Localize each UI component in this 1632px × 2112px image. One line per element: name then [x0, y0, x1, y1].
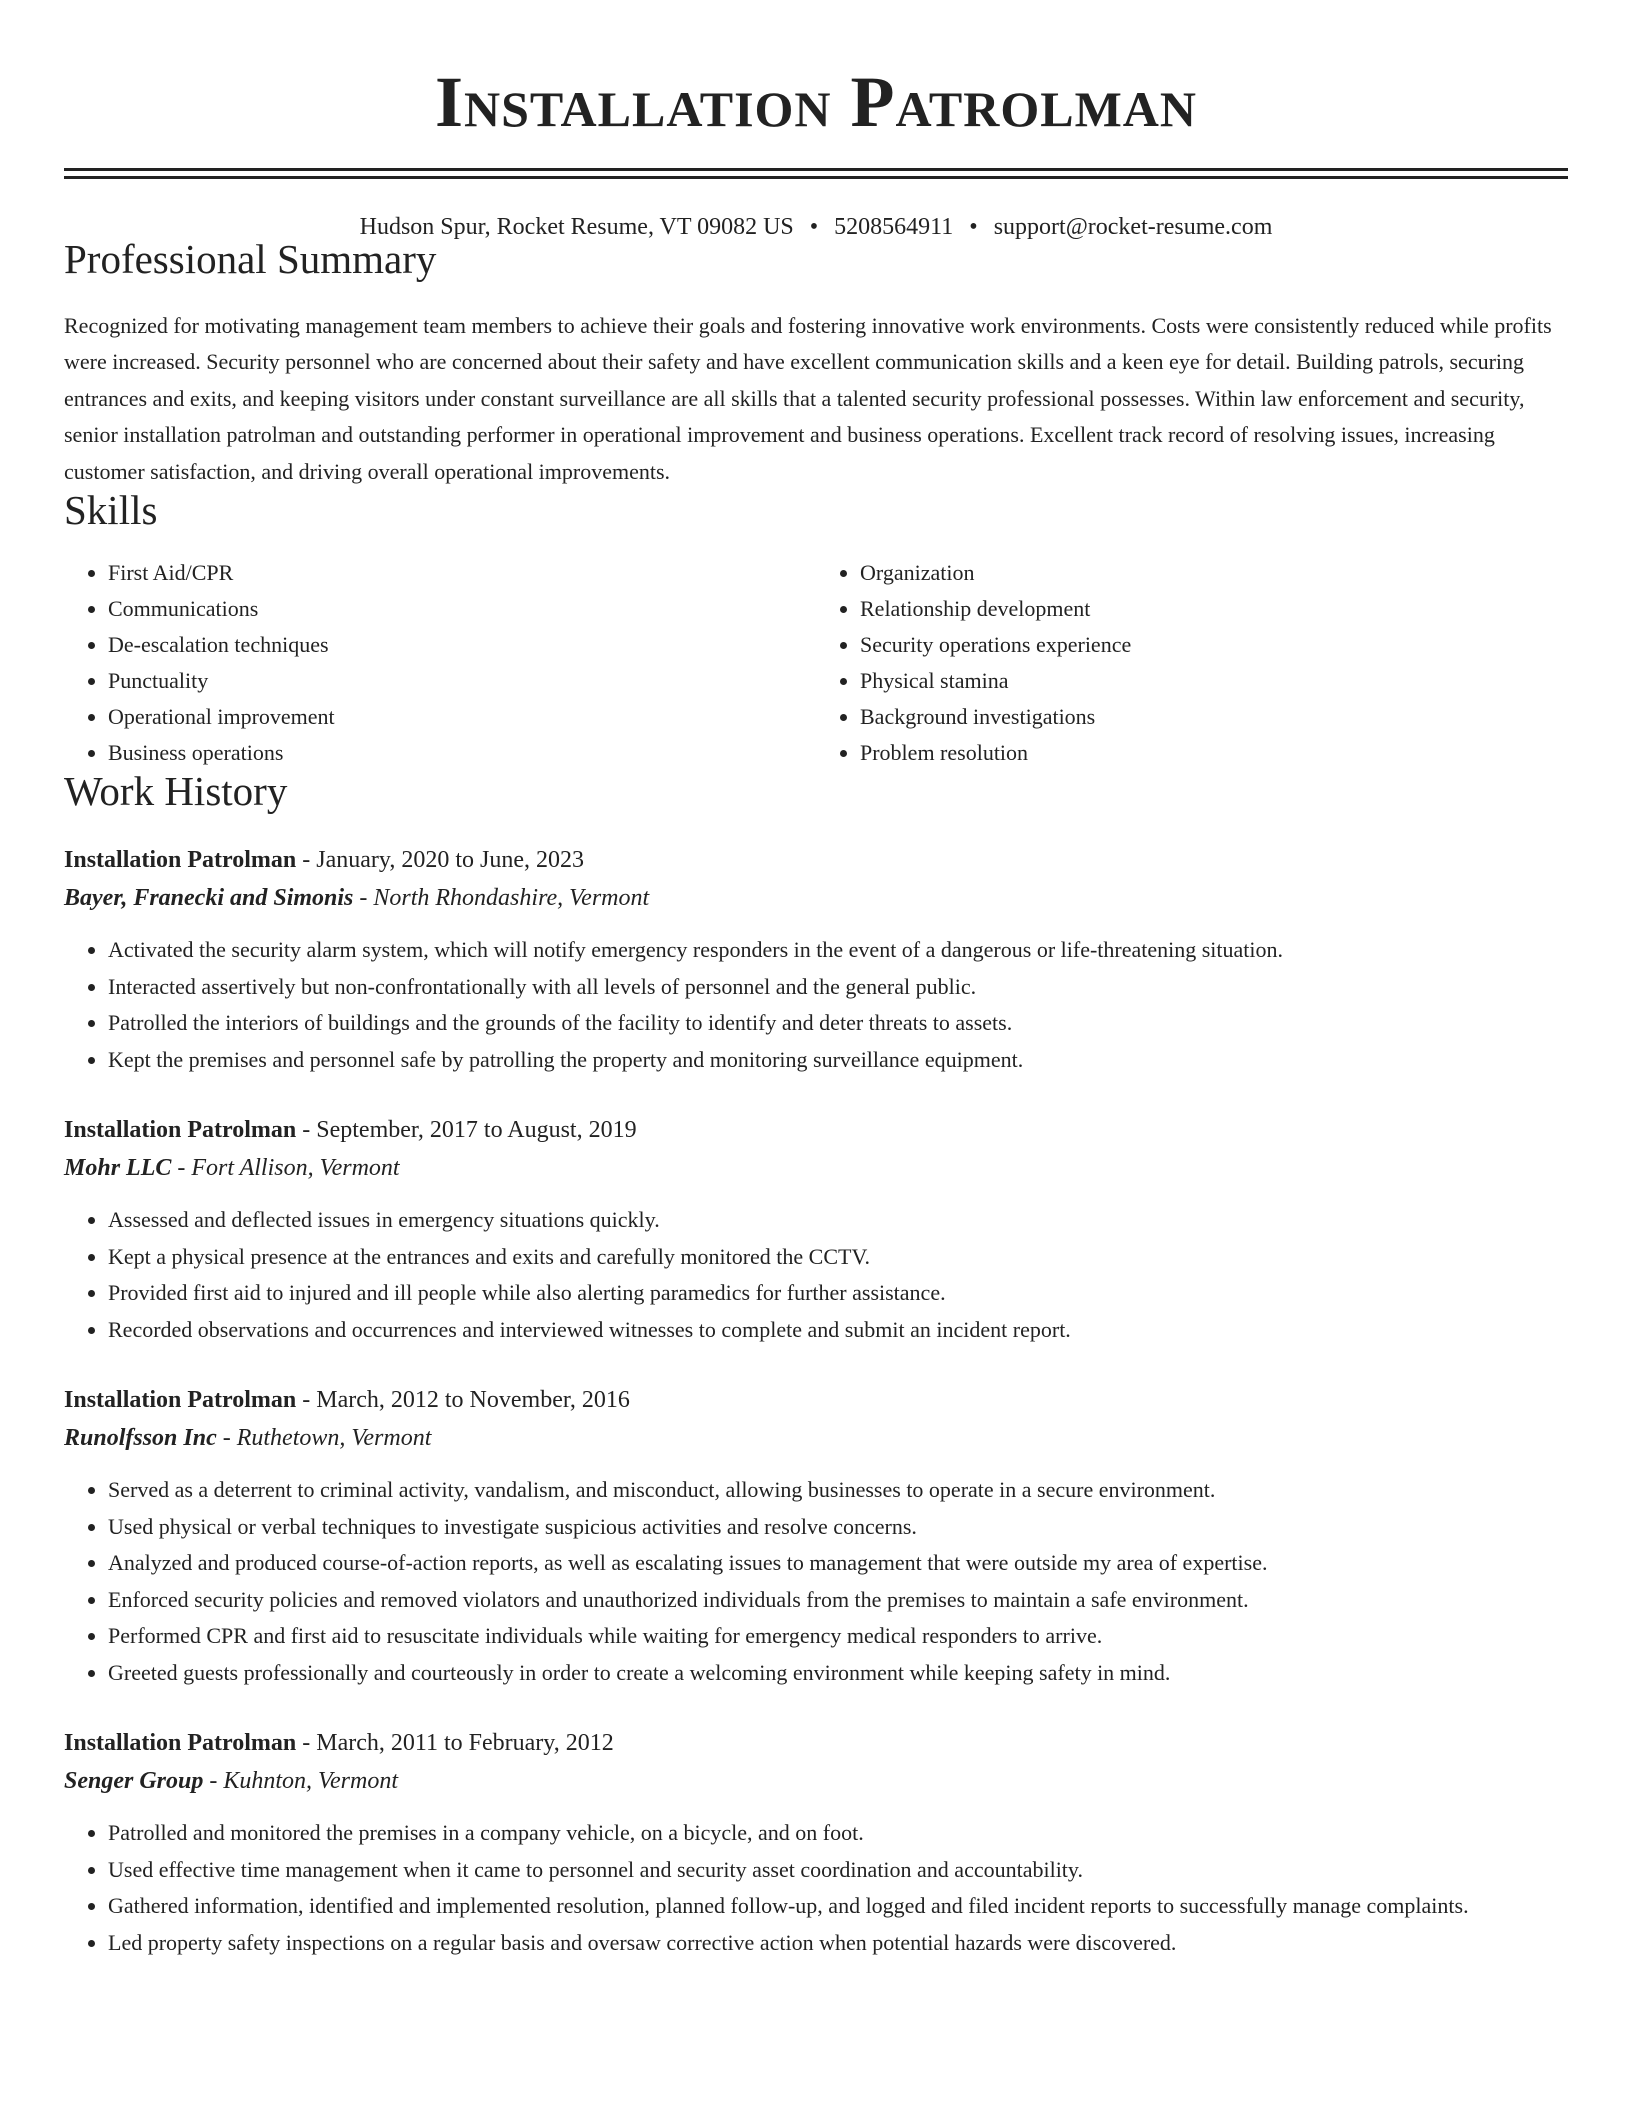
skills-columns [64, 555, 1568, 771]
job-entry [64, 1118, 1568, 1348]
job-employer [64, 1769, 1568, 1793]
job-entry [64, 1388, 1568, 1691]
job-bullets [64, 1815, 1568, 1961]
skills-heading: Skills [64, 487, 158, 534]
skills-list-right [816, 555, 1568, 771]
job-dates: - March, 2012 to November, 2016 [296, 1387, 630, 1414]
job-bullet: • Performed CPR and first aid to resuscitate individuals while waiting for emergency medical responders to arrive. [108, 1618, 1568, 1655]
company-name: Bayer, Franecki and Simonis [64, 885, 354, 912]
skill-item: • Organization [860, 555, 1568, 591]
job-location: - Fort Allison, Vermont [171, 1155, 400, 1182]
skill-item: • Physical stamina [860, 663, 1568, 699]
job-title: Installation Patrolman [64, 1117, 297, 1144]
contact-address: Hudson Spur, Rocket Resume, VT 09082 US [359, 214, 794, 240]
job-bullet: • Patrolled and monitored the premises in a company vehicle, on a bicycle, and on foot. [108, 1815, 1568, 1852]
job-bullet: • Patrolled the interiors of buildings and the grounds of the facility to identify and deter threats to assets. [108, 1005, 1568, 1042]
skill-item: • First Aid/CPR [108, 555, 816, 591]
job-bullet: • Activated the security alarm system, which will notify emergency responders in the event of a dangerous or life-threatening situation. [108, 932, 1568, 969]
job-entry [64, 848, 1568, 1078]
job-employer [64, 1156, 1568, 1180]
job-bullet: • Used effective time management when it came to personnel and security asset coordination and accountability. [108, 1852, 1568, 1889]
job-dates: - March, 2011 to February, 2012 [296, 1730, 614, 1757]
job-header [64, 848, 1568, 872]
skill-item: • Security operations experience [860, 627, 1568, 663]
skills-list-left [64, 555, 816, 771]
job-title: Installation Patrolman [64, 1730, 297, 1757]
skill-item: • Relationship development [860, 591, 1568, 627]
job-employer [64, 1426, 1568, 1450]
resume-name: Installation Patrolman [434, 62, 1198, 142]
job-bullets [64, 1472, 1568, 1691]
job-location: - North Rhondashire, Vermont [353, 885, 650, 912]
work-history-heading: Work History [64, 768, 288, 815]
job-bullets [64, 1202, 1568, 1348]
company-name: Mohr LLC [64, 1155, 172, 1182]
job-bullet: • Recorded observations and occurrences and interviewed witnesses to complete and submit an incident report. [108, 1312, 1568, 1349]
job-bullet: • Used physical or verbal techniques to investigate suspicious activities and resolve concerns. [108, 1509, 1568, 1546]
job-dates: - September, 2017 to August, 2019 [296, 1117, 637, 1144]
job-bullet: • Analyzed and produced course-of-action reports, as well as escalating issues to management that were outside my area of expertise. [108, 1545, 1568, 1582]
job-location: - Ruthetown, Vermont [216, 1425, 432, 1452]
job-header [64, 1731, 1568, 1755]
job-bullet: • Gathered information, identified and implemented resolution, planned follow-up, and logged and filed incident reports to successfully manage complaints. [108, 1888, 1568, 1925]
job-location: - Kuhnton, Vermont [203, 1768, 399, 1795]
job-bullet: • Led property safety inspections on a regular basis and oversaw corrective action when potential hazards were discovered. [108, 1925, 1568, 1962]
job-bullet: • Interacted assertively but non-confrontationally with all levels of personnel and the general public. [108, 969, 1568, 1006]
job-bullet: • Assessed and deflected issues in emergency situations quickly. [108, 1202, 1568, 1239]
job-bullet: • Enforced security policies and removed violators and unauthorized individuals from the premises to maintain a safe environment. [108, 1582, 1568, 1619]
skill-item: • Punctuality [108, 663, 816, 699]
skill-item: • Background investigations [860, 699, 1568, 735]
job-bullet: • Provided first aid to injured and ill people while also alerting paramedics for further assistance. [108, 1275, 1568, 1312]
skill-item: • Problem resolution [860, 735, 1568, 771]
skill-item: • Operational improvement [108, 699, 816, 735]
job-bullets [64, 932, 1568, 1078]
job-header [64, 1388, 1568, 1412]
contact-separator: • [969, 214, 978, 240]
job-header [64, 1118, 1568, 1142]
skill-item: • De-escalation techniques [108, 627, 816, 663]
job-dates: - January, 2020 to June, 2023 [296, 847, 584, 874]
header-divider-bottom [64, 176, 1568, 179]
header-divider-top [64, 168, 1568, 171]
job-bullet: • Served as a deterrent to criminal activity, vandalism, and misconduct, allowing businesses to operate in a secure environment. [108, 1472, 1568, 1509]
contact-email[interactable]: support@rocket-resume.com [993, 214, 1273, 240]
job-title: Installation Patrolman [64, 847, 297, 874]
job-bullet: • Kept the premises and personnel safe by patrolling the property and monitoring surveillance equipment. [108, 1042, 1568, 1079]
job-employer [64, 886, 1568, 910]
job-bullet: • Greeted guests professionally and courteously in order to create a welcoming environment while keeping safety in mind. [108, 1655, 1568, 1692]
company-name: Senger Group [64, 1768, 204, 1795]
summary-heading: Professional Summary [64, 236, 437, 282]
summary-text: Recognized for motivating management team members to achieve their goals and fostering innovative work environments. Costs were consistently reduced while profits were increased. Security personnel who are concerned about their safety and have excellent communication skills and a keen eye for detail. Building patrols, securing entrances and exits, and keeping visitors under constant surveillance are all skills that a talented security professional possesses. Within law enforcement and security, senior installation patrolman and outstanding performer in operational improvement and business operations. Excellent track record of resolving issues, increasing customer satisfaction, and driving overall operational improvements. [64, 313, 1552, 484]
job-entry [64, 1731, 1568, 1961]
job-title: Installation Patrolman [64, 1387, 297, 1414]
company-name: Runolfsson Inc [64, 1425, 217, 1452]
job-bullet: • Kept a physical presence at the entrances and exits and carefully monitored the CCTV. [108, 1239, 1568, 1276]
skill-item: • Communications [108, 591, 816, 627]
skill-item: • Business operations [108, 735, 816, 771]
contact-separator: • [809, 214, 819, 240]
contact-phone: 5208564911 [834, 214, 954, 240]
